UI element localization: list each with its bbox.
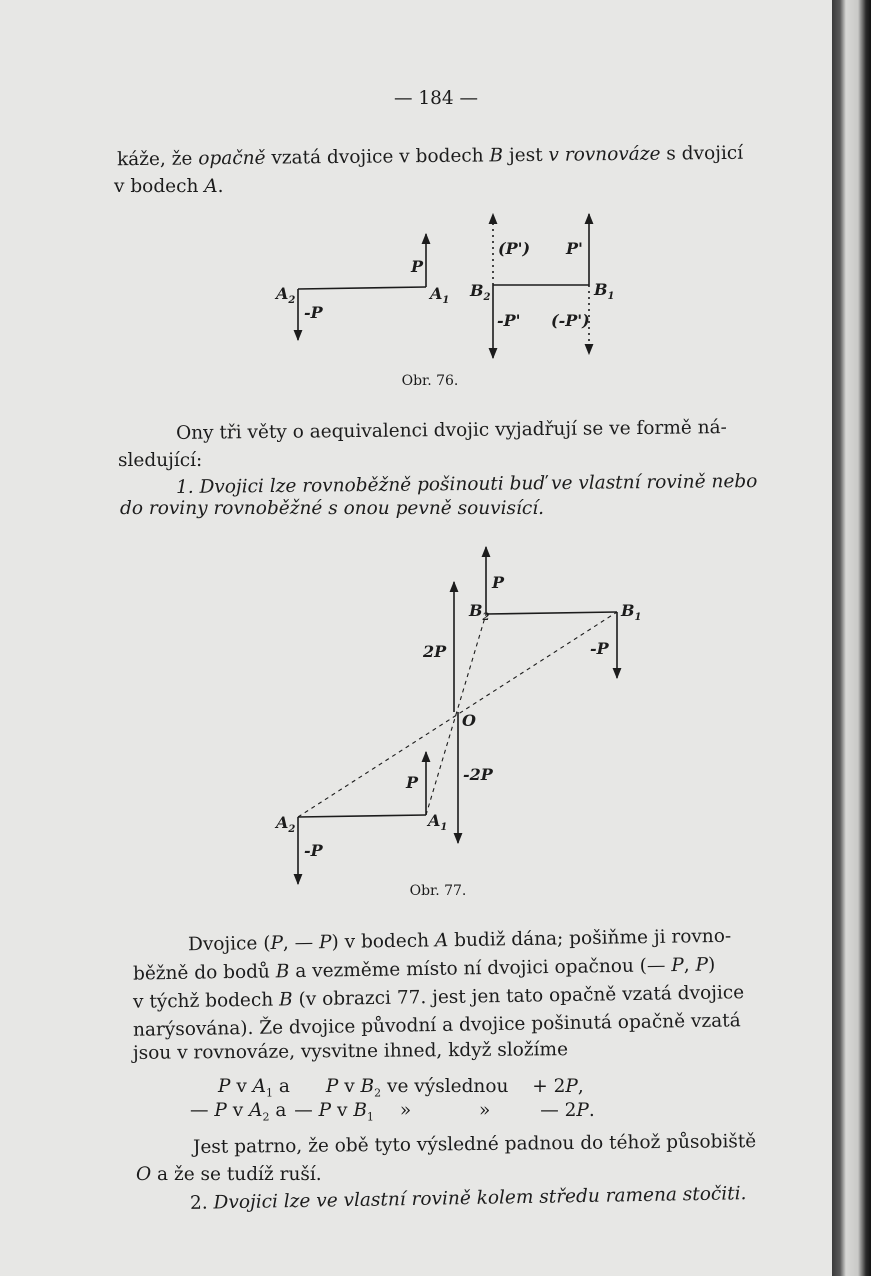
para2-line1: Ony tři věty o aequivalenci dvojic vyjadřují se ve formě ná- [175,417,727,444]
para4-line2: O a že se tudíž ruší. [136,1164,322,1185]
fig77-label-minus-p-bottom: -P [304,841,323,860]
fig76-label-p: P [411,257,424,276]
fig76-label-p-paren: (P') [498,239,531,258]
fig76-label-b1: $B_1$ [594,280,615,302]
para3-line4: narýsována). Že dvojice původní a dvojice pošinutá opačně vzatá [132,1010,741,1041]
fig77-label-p-top: P [492,573,505,592]
fig77-label-p-mid: P [406,773,419,792]
page-number: — 184 — [393,88,479,109]
equation-row-2: — P v $A_2$ a — P v $B_1$ » » — 2P. [190,1100,595,1124]
fig76-label-minus-p: -P [304,303,323,322]
fig76-caption: Obr. 76. [401,373,459,389]
equation-row-1: P v $A_1$ a P v $B_2$ ve výslednou + 2P, [218,1076,584,1100]
fig76-label-minus-p-paren: (-P') [551,311,590,330]
para3-line5: jsou v rovnováze, vysvitne ihned, když složíme [132,1039,569,1064]
para1-line2: v bodech A. [114,176,224,197]
para4-line1: Jest patrno, že obě tyto výsledné padnou do téhož působiště [192,1131,757,1158]
para4-line3: 2. Dvojici lze ve vlastní rovině kolem středu ramena stočiti. [189,1183,747,1214]
fig77-arm-a [298,815,426,817]
fig77-label-minus-2p: -2P [463,765,493,784]
fig77-label-a2: $A_2$ [276,813,296,835]
para3-line2: běžně do bodů B a vezměme místo ní dvojici opačnou (— P, P) [132,954,716,985]
book-spine-edge [832,0,871,1276]
fig77-caption: Obr. 77. [409,883,467,899]
fig76-label-a2: $A_2$ [276,284,296,306]
para2-line2: sledující: [118,450,203,471]
para1-line1: káže, že opačně vzatá dvojice v bodech B jest v rovnováze s dvojicí [116,142,744,171]
fig77-label-b2: $B_2$ [469,601,490,623]
fig76-label-b2: $B_2$ [470,281,491,303]
para2-line3: 1. Dvojici lze rovnoběžně pošinouti buď ve vlastní rovině nebo [175,470,758,499]
fig77-label-minus-p-right: -P [590,639,609,658]
fig77-label-b1: $B_1$ [621,601,642,623]
fig77-arm-b [486,612,617,614]
fig77-label-a1: $A_1$ [428,811,448,833]
fig76-label-a1: $A_1$ [430,284,450,306]
fig76-label-minus-p-prime: -P' [497,311,521,330]
fig77-label-o: O [462,711,476,730]
fig76-label-p-prime: P' [566,239,583,258]
fig77-label-2p: 2P [423,642,447,661]
para2-line4: do roviny rovnoběžné s onou pevně souvisící. [120,498,545,519]
para3-line1: Dvojice (P, — P) v bodech A budiž dána; pošiňme ji rovno- [187,925,732,956]
para3-line3: v týchž bodech B (v obrazci 77. jest jen tato opačně vzatá dvojice [132,982,745,1013]
